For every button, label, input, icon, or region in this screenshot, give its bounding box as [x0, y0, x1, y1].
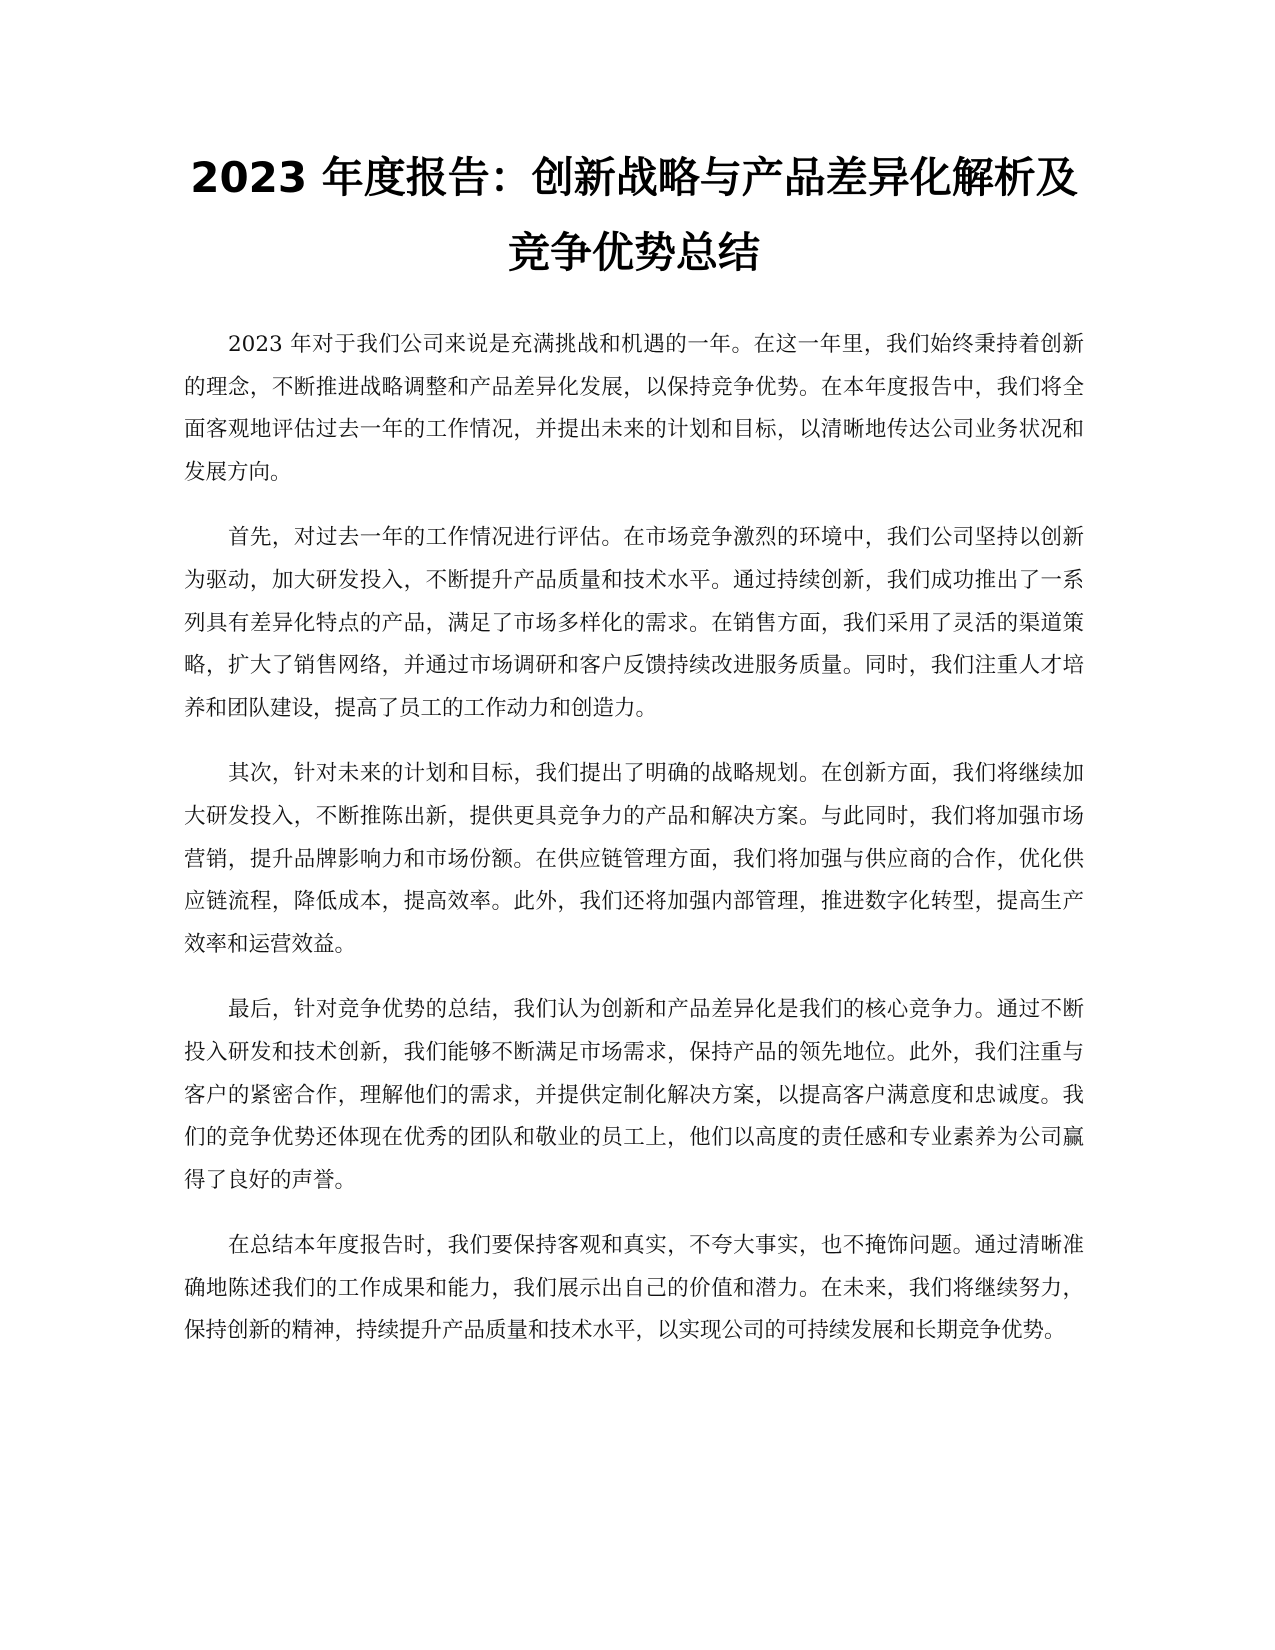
paragraph-advantages: 最后，针对竞争优势的总结，我们认为创新和产品差异化是我们的核心竞争力。通过不断投入研发和技术创新，我们能够不断满足市场需求，保持产品的领先地位。此外，我们注重与客户的紧密合作，理解他们的需求，并提供定制化解决方案，以提高客户满意度和忠诚度。我们的竞争优势还体现在优秀的团队和敬业的员工上，他们以高度的责任感和专业素养为公司赢得了良好的声誉。	[184, 997, 1084, 1193]
paragraph-plans: 其次，针对未来的计划和目标，我们提出了明确的战略规划。在创新方面，我们将继续加大研发投入，不断推陈出新，提供更具竞争力的产品和解决方案。与此同时，我们将加强市场营销，提升品牌影响力和市场份额。在供应链管理方面，我们将加强与供应商的合作，优化供应链流程，降低成本，提高效率。此外，我们还将加强内部管理，推进数字化转型，提高生产效率和运营效益。	[184, 761, 1084, 957]
paragraph-conclusion: 在总结本年度报告时，我们要保持客观和真实，不夸大事实，也不掩饰问题。通过清晰准确地陈述我们的工作成果和能力，我们展示出自己的价值和潜力。在未来，我们将继续努力，保持创新的精神，持续提升产品质量和技术水平，以实现公司的可持续发展和长期竞争优势。	[184, 1233, 1084, 1344]
paragraph-review: 首先，对过去一年的工作情况进行评估。在市场竞争激烈的环境中，我们公司坚持以创新为驱动，加大研发投入，不断提升产品质量和技术水平。通过持续创新，我们成功推出了一系列具有差异化特点的产品，满足了市场多样化的需求。在销售方面，我们采用了灵活的渠道策略，扩大了销售网络，并通过市场调研和客户反馈持续改进服务质量。同时，我们注重人才培养和团队建设，提高了员工的工作动力和创造力。	[184, 525, 1084, 721]
document-body	[184, 324, 1084, 1376]
document-title: 2023 年度报告：创新战略与产品差异化解析及竞争优势总结	[190, 153, 1078, 277]
paragraph-intro: 2023 年对于我们公司来说是充满挑战和机遇的一年。在这一年里，我们始终秉持着创新的理念，不断推进战略调整和产品差异化发展，以保持竞争优势。在本年度报告中，我们将全面客观地评估过去一年的工作情况，并提出未来的计划和目标，以清晰地传达公司业务状况和发展方向。	[184, 332, 1084, 485]
